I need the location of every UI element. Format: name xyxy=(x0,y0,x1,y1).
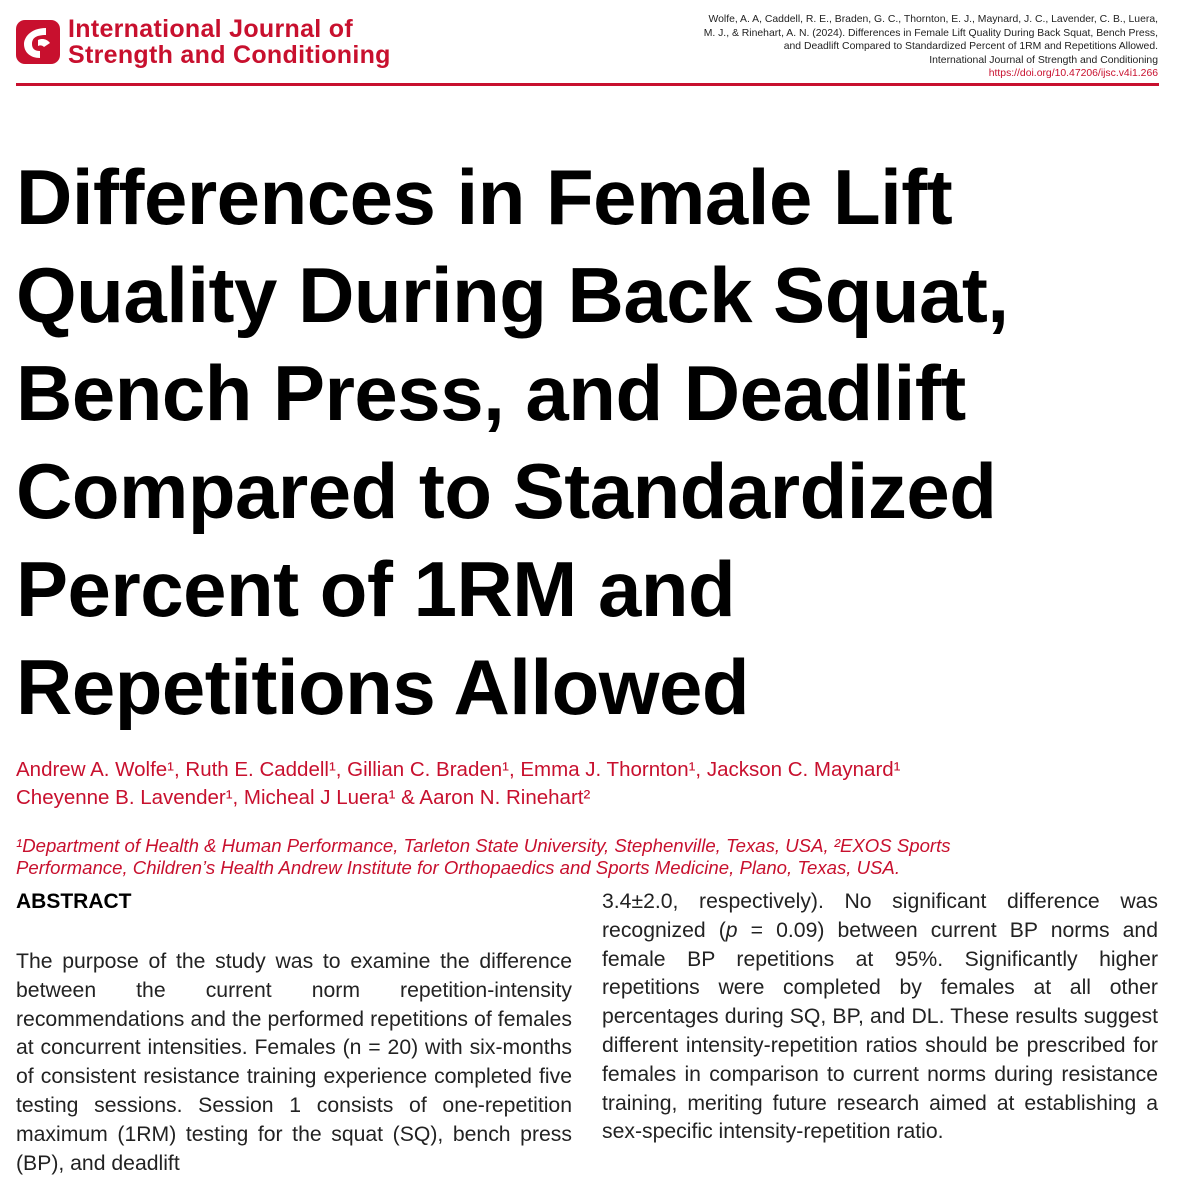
p-value-symbol: p xyxy=(725,918,738,942)
affiliation-line1: ¹Department of Health & Human Performance, Tarleton State University, Stephenville, Texas, USA, ²EXOS Sports xyxy=(16,835,951,856)
title-line: Quality During Back Squat, xyxy=(16,251,1009,339)
affiliation-line2: Performance, Children’s Health Andrew Institute for Orthopaedics and Sports Medicine, Plano, Texas, USA. xyxy=(16,857,900,878)
citation-block xyxy=(638,13,1158,81)
affiliations xyxy=(16,835,1156,879)
doi-link[interactable]: https://doi.org/10.47206/ijsc.v4i1.266 xyxy=(988,68,1158,80)
title-line: Percent of 1RM and xyxy=(16,545,736,633)
title-line: Compared to Standardized xyxy=(16,447,997,535)
journal-name-line1: International Journal of xyxy=(68,15,353,43)
author-line2: Cheyenne B. Lavender¹, Micheal J Luera¹ & Aaron N. Rinehart² xyxy=(16,786,591,809)
abstract-heading: ABSTRACT xyxy=(16,890,132,913)
paper-title xyxy=(16,148,1166,736)
title-line: Differences in Female Lift xyxy=(16,153,953,241)
abstract-text: = 0.09) between current BP norms and female BP repetitions at 95%. Significantly higher repetitions were completed by females at all other percentages during SQ, BP, and DL. These results suggest different intensity-repetition ratios should be prescribed for females in comparison to current norms during resistance training, meriting future research aimed at establishing a sex-specific intensity-repetition ratio. xyxy=(602,918,1159,1144)
author-line1: Andrew A. Wolfe¹, Ruth E. Caddell¹, Gillian C. Braden¹, Emma J. Thornton¹, Jackson C. Maynard¹ xyxy=(16,758,901,781)
journal-emblem-icon xyxy=(16,20,60,64)
abstract-text: 3.4±2.0, respectively). No significant difference was recognized ( xyxy=(602,890,1158,942)
journal-name xyxy=(68,16,391,68)
abstract-column-left: The purpose of the study was to examine the difference between the current norm repetition-intensity recommendations and the performed repetitions of females at concurrent intensities. Females (n = 20) with six-months of consistent resistance training experience completed five testing sessions. Session 1 consists of one-repetition maximum (1RM) testing for the squat (SQ), bench press (BP), and deadlift xyxy=(16,950,572,1175)
journal-logo xyxy=(16,14,476,72)
journal-name-line2: Strength and Conditioning xyxy=(68,41,391,69)
citation-line2: M. J., & Rinehart, A. N. (2024). Differences in Female Lift Quality During Back Squat, Bench Press, xyxy=(703,27,1158,39)
author-list xyxy=(16,756,1156,812)
title-line: Repetitions Allowed xyxy=(16,643,749,731)
citation-line4: International Journal of Strength and Conditioning xyxy=(929,54,1158,66)
citation-line3: and Deadlift Compared to Standardized Percent of 1RM and Repetitions Allowed. xyxy=(783,41,1158,53)
citation-line1: Wolfe, A. A, Caddell, R. E., Braden, G. C., Thornton, E. J., Maynard, J. C., Lavender, C. B., Luera, xyxy=(708,14,1158,25)
header-divider xyxy=(16,83,1159,86)
title-line: Bench Press, and Deadlift xyxy=(16,349,966,437)
abstract-column-right xyxy=(602,888,1158,1147)
